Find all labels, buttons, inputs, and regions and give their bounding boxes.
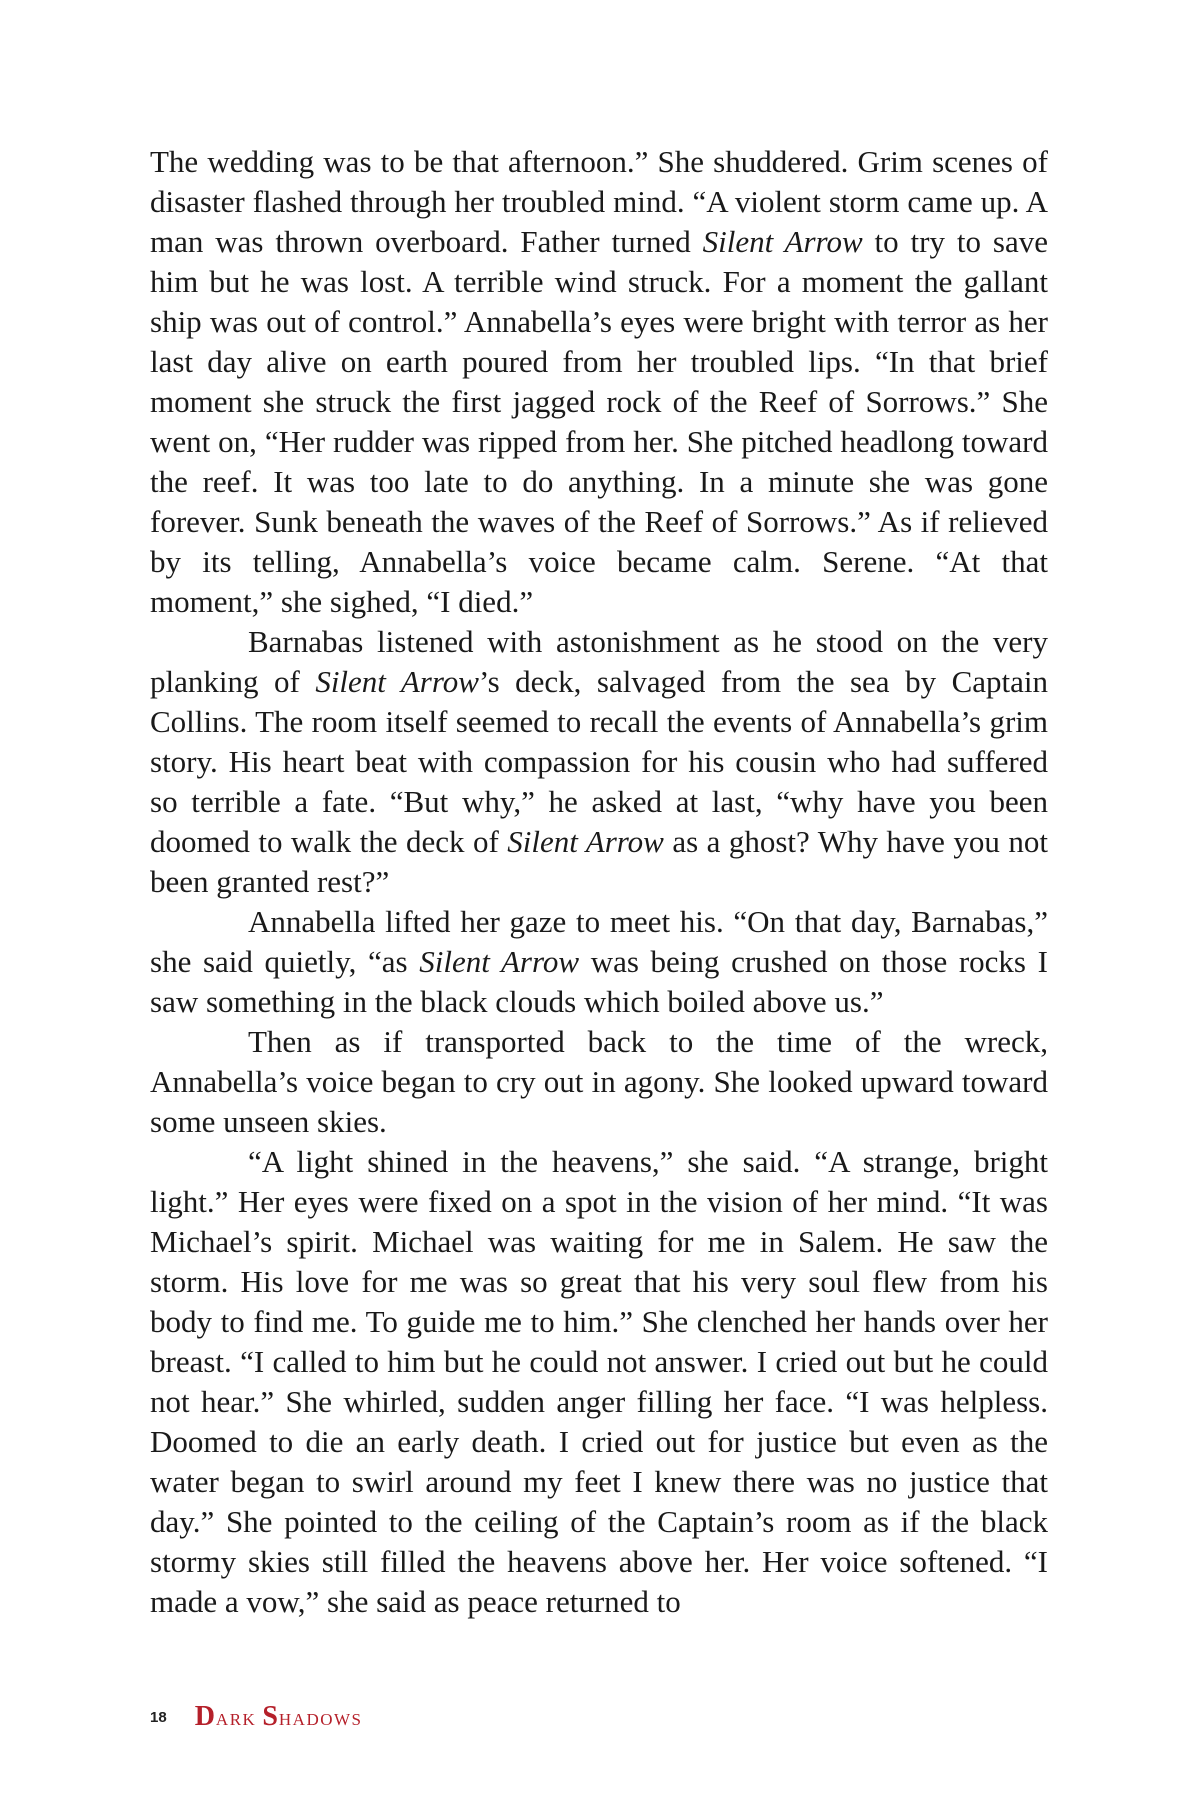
text-run: Barnabas listened with astonishment as he stood on the very planking of xyxy=(150,624,1048,699)
text-run: ’s deck, salvaged from the sea by Captain Collins. The room itself seemed to recall the events of Annabella’s grim story. His heart beat with compassion for his cousin who had suffered so terrible a fate. “But why,” he asked at last, “why have you been doomed to walk the deck of xyxy=(150,664,1048,859)
ship-name-italic: Silent Arrow xyxy=(702,224,863,259)
paragraph xyxy=(150,1022,1048,1142)
text-run: Annabella lifted her gaze to meet his. “On that day, Barnabas,” she said quietly, “as xyxy=(150,904,1048,979)
paragraph xyxy=(150,622,1048,902)
series-logo xyxy=(195,1701,363,1733)
text-run: was being crushed on those rocks I saw something in the black clouds which boiled above us.” xyxy=(150,944,1048,1019)
ship-name-italic: Silent Arrow xyxy=(507,824,664,859)
logo-word-hadows: HADOWS xyxy=(278,1710,363,1729)
ship-name-italic: Silent Arrow xyxy=(419,944,580,979)
page-footer xyxy=(150,1700,363,1734)
paragraph xyxy=(150,142,1048,622)
ship-name-italic: Silent Arrow xyxy=(315,664,479,699)
logo-initial-s: S xyxy=(262,1701,279,1732)
body-text xyxy=(150,142,1048,1622)
text-run: to try to save him but he was lost. A terrible wind struck. For a moment the gallant ship was out of control.” Annabella’s eyes were bright with terror as her last day alive on earth poured from her troubled lips. “In that brief moment she struck the first jagged rock of the Reef of Sorrows.” She went on, “Her rudder was ripped from her. She pitched headlong toward the reef. It was too late to do anything. In a minute she was gone forever. Sunk beneath the waves of the Reef of Sorrows.” As if relieved by its telling, Annabella’s voice became calm. Serene. “At that moment,” she sighed, “I died.” xyxy=(150,224,1048,619)
paragraph xyxy=(150,1142,1048,1622)
text-run: The wedding was to be that afternoon.” She shuddered. Grim scenes of disaster flashed through her troubled mind. “A violent storm came up. A man was thrown overboard. Father turned xyxy=(150,144,1048,259)
logo-initial-d: D xyxy=(194,1701,216,1732)
text-run: as a ghost? Why have you not been granted rest?” xyxy=(150,824,1048,899)
paragraph xyxy=(150,902,1048,1022)
text-run: Then as if transported back to the time of the wreck, Annabella’s voice began to cry out in agony. She looked upward toward some unseen skies. xyxy=(150,1024,1048,1139)
logo-word-ark: ARK xyxy=(215,1710,257,1729)
text-run: “A light shined in the heavens,” she said. “A strange, bright light.” Her eyes were fixed on a spot in the vision of her mind. “It was Michael’s spirit. Michael was waiting for me in Salem. He saw the storm. His love for me was so great that his very soul flew from his body to find me. To guide me to him.” She clenched her hands over her breast. “I called to him but he could not answer. I cried out but he could not hear.” She whirled, sudden anger filling her face. “I was helpless. Doomed to die an early death. I cried out for justice but even as the water began to swirl around my feet I knew there was no justice that day.” She pointed to the ceiling of the Captain’s room as if the black stormy skies still filled the heavens above her. Her voice softened. “I made a vow,” she said as peace returned to xyxy=(150,1144,1048,1619)
page-number: 18 xyxy=(150,1708,167,1726)
